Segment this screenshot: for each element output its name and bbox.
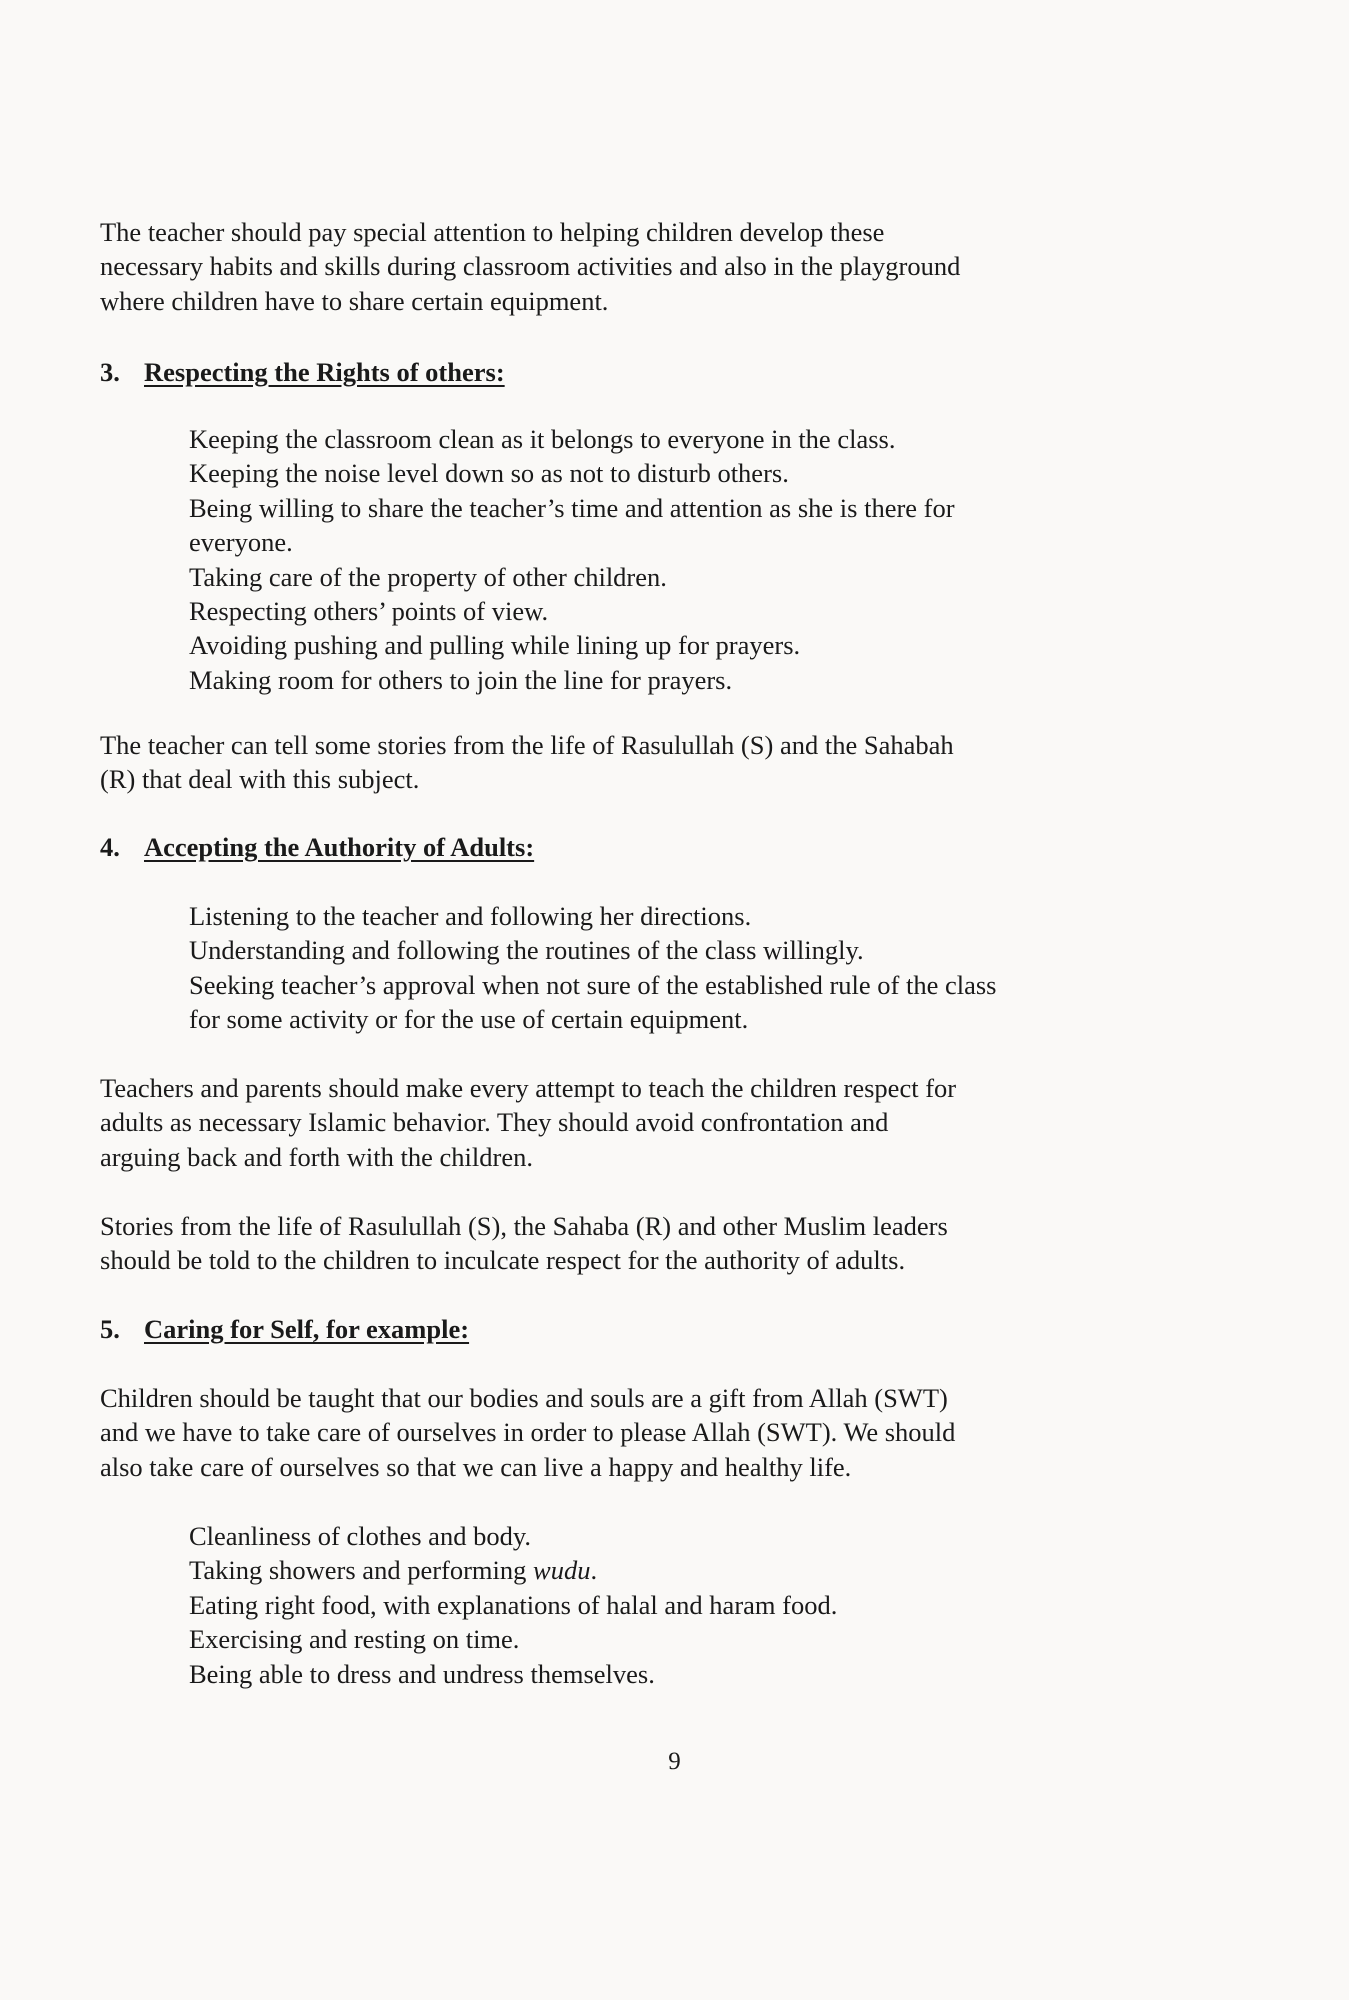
section-4-heading	[100, 830, 534, 864]
list-item	[189, 1553, 1269, 1587]
text-line: and we have to take care of ourselves in order to please Allah (SWT). We should	[100, 1417, 956, 1448]
text-line: The teacher can tell some stories from the life of Rasulullah (S) and the Sahabah	[100, 730, 954, 760]
section-title: Caring for Self, for example:	[144, 1314, 470, 1344]
list-item: Keeping the noise level down so as not to disturb others.	[189, 458, 789, 489]
emphasized-term: wudu	[533, 1555, 591, 1586]
list-item-text: .	[590, 1555, 598, 1586]
text-line: also take care of ourselves so that we can live a happy and healthy life.	[100, 1451, 852, 1482]
list-item-text: Taking showers and performing	[189, 1555, 534, 1586]
text-line: adults as necessary Islamic behavior. They should avoid confrontation and	[100, 1107, 889, 1138]
list-item: Respecting others’ points of view.	[189, 596, 549, 627]
section-3-note	[100, 728, 1260, 797]
intro-paragraph	[100, 215, 1260, 318]
text-line: arguing back and forth with the children.	[100, 1141, 533, 1172]
list-item: Being able to dress and undress themselves.	[189, 1658, 655, 1689]
section-4-paragraph-2	[100, 1209, 1260, 1278]
list-item: Listening to the teacher and following her directions.	[189, 901, 752, 931]
list-item: for some activity or for the use of certain equipment.	[189, 1004, 749, 1035]
section-number: 5.	[100, 1314, 120, 1344]
text-line: necessary habits and skills during classroom activities and also in the playground	[100, 251, 961, 282]
text-line: Children should be taught that our bodies and souls are a gift from Allah (SWT)	[100, 1383, 948, 1413]
list-item: Exercising and resting on time.	[189, 1624, 520, 1655]
section-number: 3.	[100, 357, 120, 387]
list-item: Seeking teacher’s approval when not sure of the established rule of the class	[189, 969, 997, 1000]
section-4-paragraph-1	[100, 1071, 1260, 1174]
list-item: everyone.	[189, 527, 293, 558]
list-item: Eating right food, with explanations of halal and haram food.	[189, 1589, 838, 1620]
section-title: Accepting the Authority of Adults:	[144, 832, 535, 862]
section-5-paragraph	[100, 1381, 1260, 1484]
page-number: 9	[668, 1748, 681, 1775]
text-line: should be told to the children to inculcate respect for the authority of adults.	[100, 1245, 906, 1276]
section-4-list	[189, 899, 1269, 1037]
list-item: Keeping the classroom clean as it belongs to everyone in the class.	[189, 424, 896, 454]
section-5-heading	[100, 1312, 469, 1346]
text-line: where children have to share certain equipment.	[100, 285, 609, 316]
list-item: Cleanliness of clothes and body.	[189, 1521, 531, 1551]
text-line: Teachers and parents should make every attempt to teach the children respect for	[100, 1073, 957, 1103]
list-item: Avoiding pushing and pulling while lining up for prayers.	[189, 630, 801, 661]
section-3-list	[189, 422, 1269, 697]
text-line: The teacher should pay special attention to helping children develop these	[100, 217, 885, 247]
list-item: Understanding and following the routines of the class willingly.	[189, 935, 864, 966]
section-title: Respecting the Rights of others:	[144, 357, 505, 387]
section-5-list	[189, 1519, 1269, 1691]
list-item: Making room for others to join the line for prayers.	[189, 664, 733, 695]
text-line: (R) that deal with this subject.	[100, 764, 420, 795]
text-line: Stories from the life of Rasulullah (S), the Sahaba (R) and other Muslim leaders	[100, 1211, 948, 1241]
list-item: Taking care of the property of other children.	[189, 561, 667, 592]
section-3-heading	[100, 355, 505, 389]
section-number: 4.	[100, 832, 120, 862]
list-item: Being willing to share the teacher’s time and attention as she is there for	[189, 492, 955, 523]
